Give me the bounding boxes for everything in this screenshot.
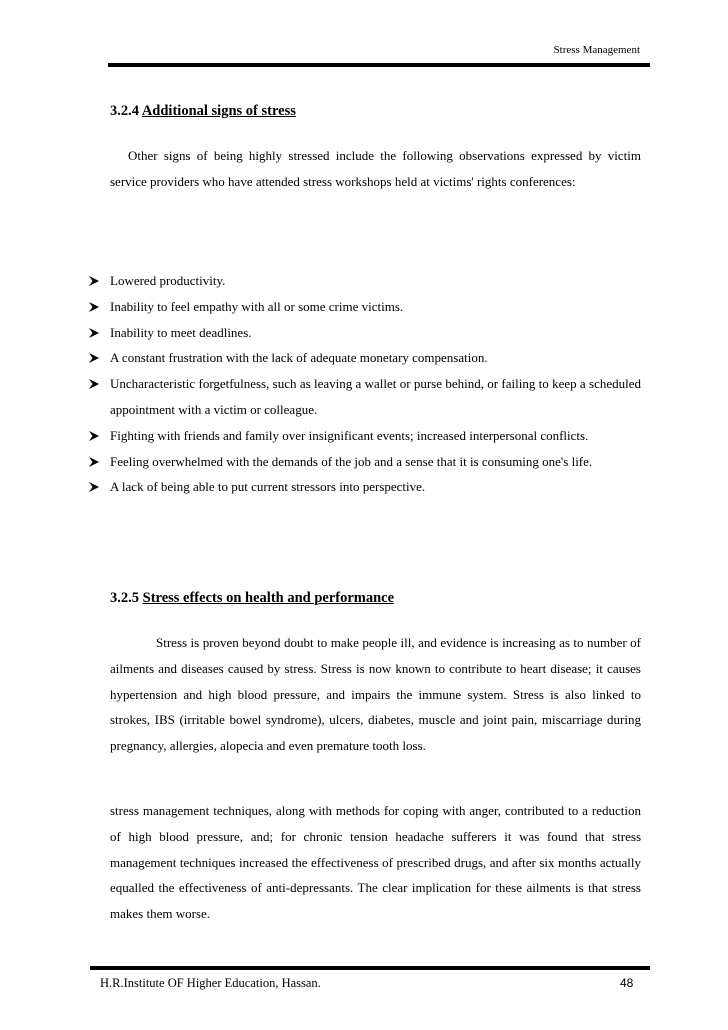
list-item: [88, 449, 641, 475]
list-item: [88, 371, 641, 423]
section-title: Stress effects on health and performance: [142, 590, 395, 606]
list-item-text: Feeling overwhelmed with the demands of the job and a sense that it is consuming one's life.: [110, 453, 593, 469]
list-item-text: A constant frustration with the lack of adequate monetary compensation.: [110, 350, 488, 366]
page-number: 48: [620, 976, 634, 990]
list-item: [88, 474, 641, 500]
section-number: 3.2.5: [110, 590, 139, 606]
section-heading-3-2-4: [110, 103, 296, 120]
list-item-text: Uncharacteristic forgetfulness, such as leaving a wallet or purse behind, or failing to keep a scheduled appointment with a victim or colleague.: [110, 376, 641, 417]
section-heading-3-2-5: [110, 590, 394, 607]
arrow-bullet-icon: [88, 481, 100, 493]
health-paragraph: Stress is proven beyond doubt to make people ill, and evidence is increasing as to number of ailments and diseases caused by stress. Stress is now known to contribute to heart disease; it causes hypertension and high blood pressure, and impairs the immune system. Stress is also linked to strokes, IBS (irritable bowel syndrome), ulcers, diabetes, muscle and joint pain, miscarriage during pregnancy, allergies, alopecia and even premature tooth loss.: [110, 635, 641, 754]
arrow-bullet-icon: [88, 352, 100, 364]
arrow-bullet-icon: [88, 456, 100, 468]
signs-list: [88, 268, 641, 500]
list-item: [88, 320, 641, 346]
list-item-text: Lowered productivity.: [110, 273, 226, 288]
list-item: [88, 423, 641, 449]
header-title: Stress Management: [553, 44, 640, 56]
list-item: [88, 268, 641, 294]
footer-rule: [90, 966, 650, 970]
intro-paragraph: Other signs of being highly stressed include the following observations expressed by victim service providers who have attended stress workshops held at victims' rights conferences:: [110, 148, 641, 189]
arrow-bullet-icon: [88, 378, 100, 390]
header-rule: [108, 63, 650, 67]
arrow-bullet-icon: [88, 430, 100, 442]
techniques-paragraph: stress management techniques, along with methods for coping with anger, contributed to a reduction of high blood pressure, and; for chronic tension headache sufferers it was found that stress management techniques increased the effectiveness of prescribed drugs, and after six months actually equalled the effectiveness of anti-depressants. The clear implication for these ailments is that stress makes them worse.: [110, 803, 641, 922]
list-item-text: Inability to feel empathy with all or some crime victims.: [110, 298, 404, 314]
list-item: [88, 345, 641, 371]
list-item-text: Fighting with friends and family over insignificant events; increased interpersonal conflicts.: [110, 427, 589, 443]
list-item-text: Inability to meet deadlines.: [110, 324, 252, 340]
footer-institute: H.R.Institute OF Higher Education, Hassan.: [100, 976, 321, 990]
list-item: [88, 294, 641, 320]
arrow-bullet-icon: [88, 275, 100, 287]
section-title: Additional signs of stress: [141, 103, 296, 119]
arrow-bullet-icon: [88, 327, 100, 339]
section-number: 3.2.4: [110, 103, 139, 119]
arrow-bullet-icon: [88, 301, 100, 313]
list-item-text: A lack of being able to put current stressors into perspective.: [110, 479, 426, 495]
